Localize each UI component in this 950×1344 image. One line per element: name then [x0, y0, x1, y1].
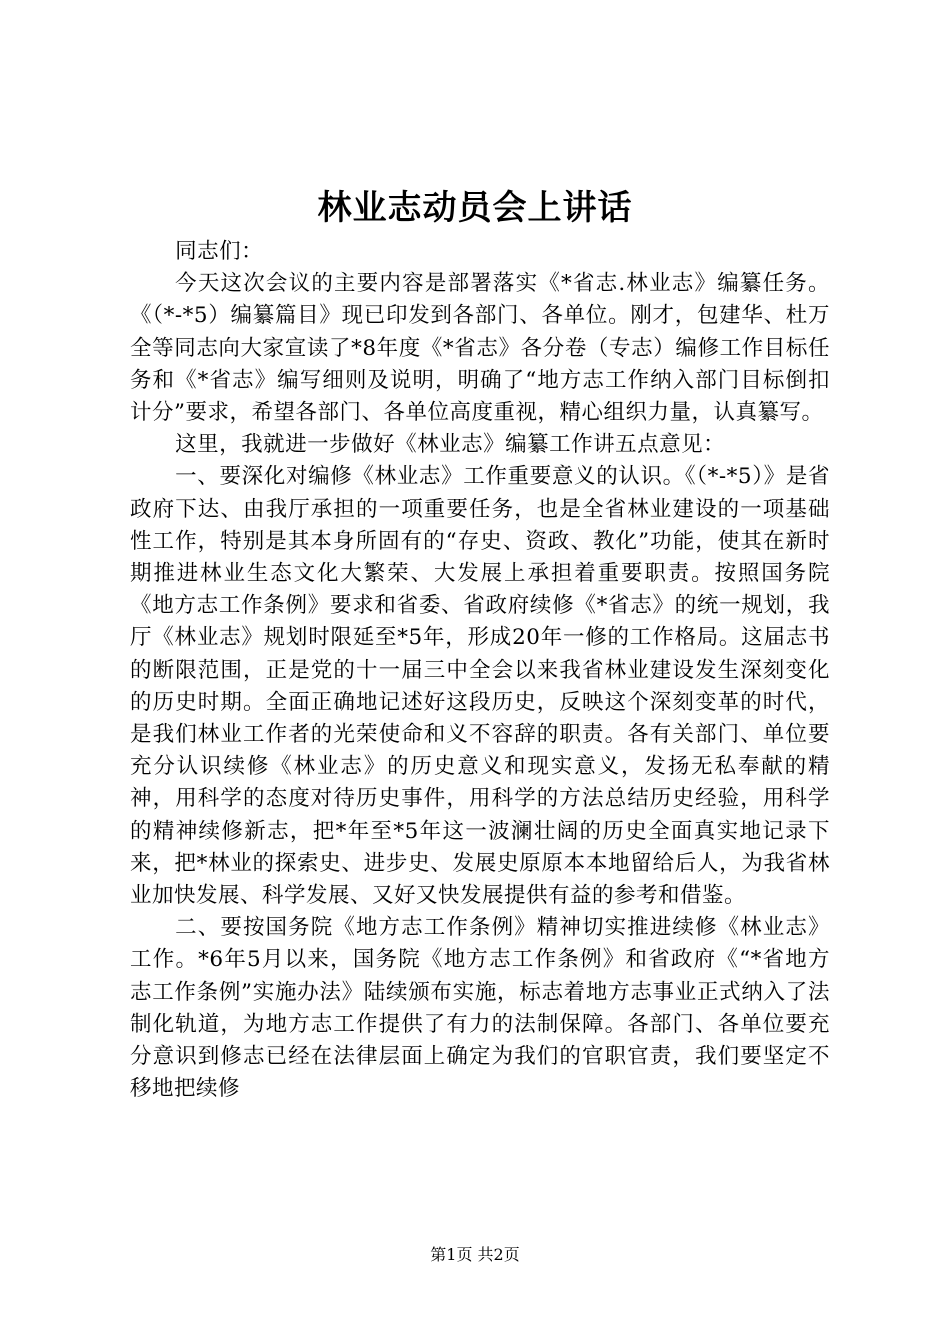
- page-footer: 第1页 共2页: [430, 1245, 520, 1264]
- paragraph-point-one: 一、要深化对编修《林业志》工作重要意义的认识。《（*-*5）》是省政府下达、由我厅承担的一项重要任务，也是全省林业建设的一项基础性工作，特别是其本身所固有的“存史、资政、教化”功能，使其在新时期推进林业生态文化大繁荣、大发展上承担着重要职责。按照国务院《地方志工作条例》要求和省委、省政府续修《*省志》的统一规划，我厅《林业志》规划时限延至*5年，形成20年一修的工作格局。这届志书的断限范围，正是党的十一届三中全会以来我省林业建设发生深刻变化的历史时期。全面正确地记述好这段历史，反映这个深刻变革的时代，是我们林业工作者的光荣使命和义不容辞的职责。各有关部门、单位要充分认识续修《林业志》的历史意义和现实意义，发扬无私奉献的精神，用科学的态度对待历史事件，用科学的方法总结历史经验，用科学的精神续修新志，把*年至*5年这一波澜壮阔的历史全面真实地记录下来，把*林业的探索史、进步史、发展史原原本本地留给后人，为我省林业加快发展、科学发展、又好又快发展提供有益的参考和借鉴。: [130, 464, 830, 909]
- salutation: 同志们：: [175, 239, 264, 264]
- paragraph-point-two: 二、要按国务院《地方志工作条例》精神切实推进续修《林业志》工作。*6年5月以来，国务院《地方志工作条例》和省政府《“*省地方志工作条例”实施办法》陆续颁布实施，标志着地方志事业正式纳入了法制化轨道，为地方志工作提供了有力的法制保障。各部门、各单位要充分意识到修志已经在法律层面上确定为我们的官职官责，我们要坚定不移地把续修: [130, 915, 830, 1102]
- paragraph-outline: 这里，我就进一步做好《林业志》编纂工作讲五点意见：: [175, 432, 726, 458]
- document-body: [130, 236, 830, 1105]
- paragraph-intro: 今天这次会议的主要内容是部署落实《*省志.林业志》编纂任务。《（*-*5）编纂篇目》现已印发到各部门、各单位。刚才，包建华、杜万全等同志向大家宣读了*8年度《*省志》各分卷（专志）编修工作目标任务和《*省志》编写细则及说明，明确了“地方志工作纳入部门目标倒扣计分”要求，希望各部门、各单位高度重视，精心组织力量，认真纂写。: [130, 271, 830, 426]
- document-title: 林业志动员会上讲话: [317, 188, 633, 228]
